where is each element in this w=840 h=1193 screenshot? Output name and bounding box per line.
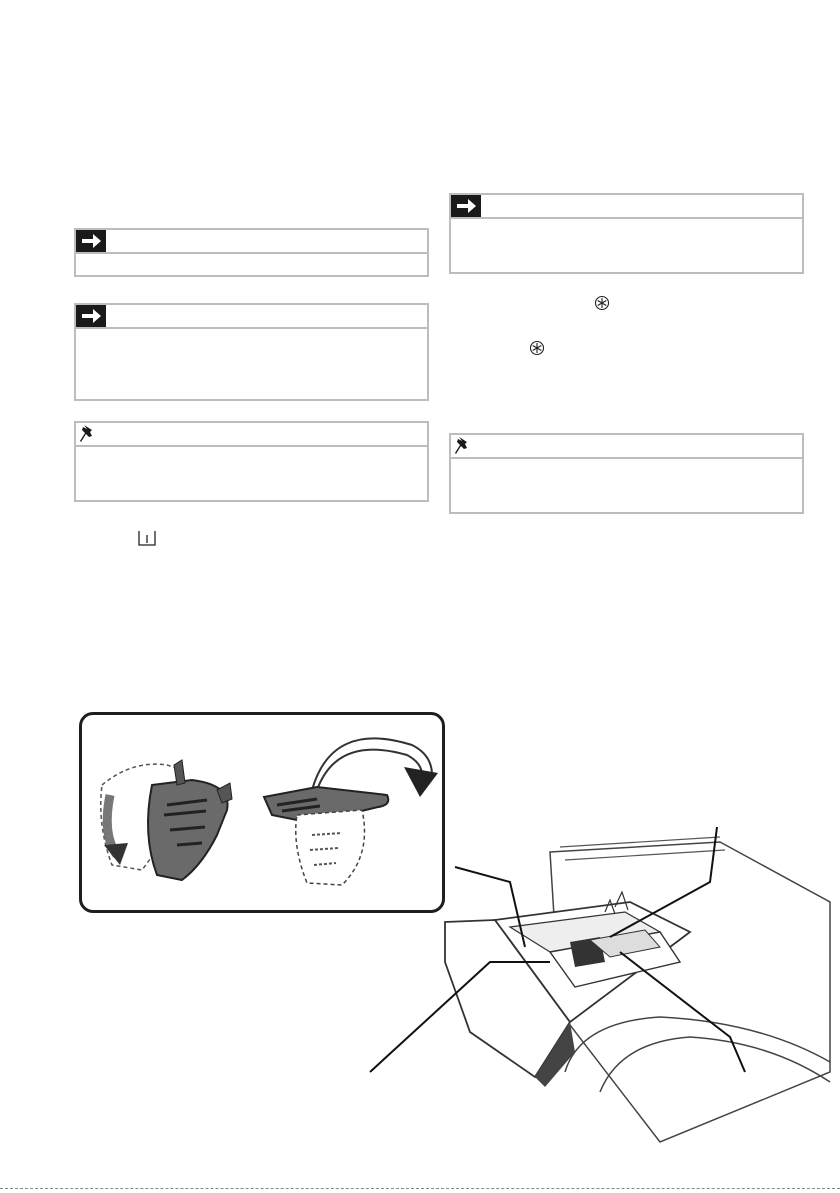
page-bottom-rule: [0, 1188, 840, 1189]
snowflake-icon: [529, 340, 545, 361]
note-header: [76, 230, 427, 254]
note-header: [76, 305, 427, 329]
note-header: [451, 435, 802, 459]
pushpin-icon: [453, 435, 473, 457]
snowflake-icon: [594, 295, 610, 316]
arrow-right-icon: [76, 305, 106, 327]
detergent-drawer-drawing: [360, 812, 840, 1193]
arrow-right-icon: [76, 230, 106, 252]
note-header: [451, 195, 802, 219]
note-box-5: [449, 433, 804, 514]
pushpin-icon: [78, 423, 98, 445]
note-box-3: [74, 421, 429, 502]
note-box-1: [74, 228, 429, 277]
cup-icon: [137, 529, 157, 552]
arrow-right-icon: [451, 195, 481, 217]
note-box-4: [449, 193, 804, 274]
note-box-2: [74, 303, 429, 401]
note-header: [76, 423, 427, 447]
